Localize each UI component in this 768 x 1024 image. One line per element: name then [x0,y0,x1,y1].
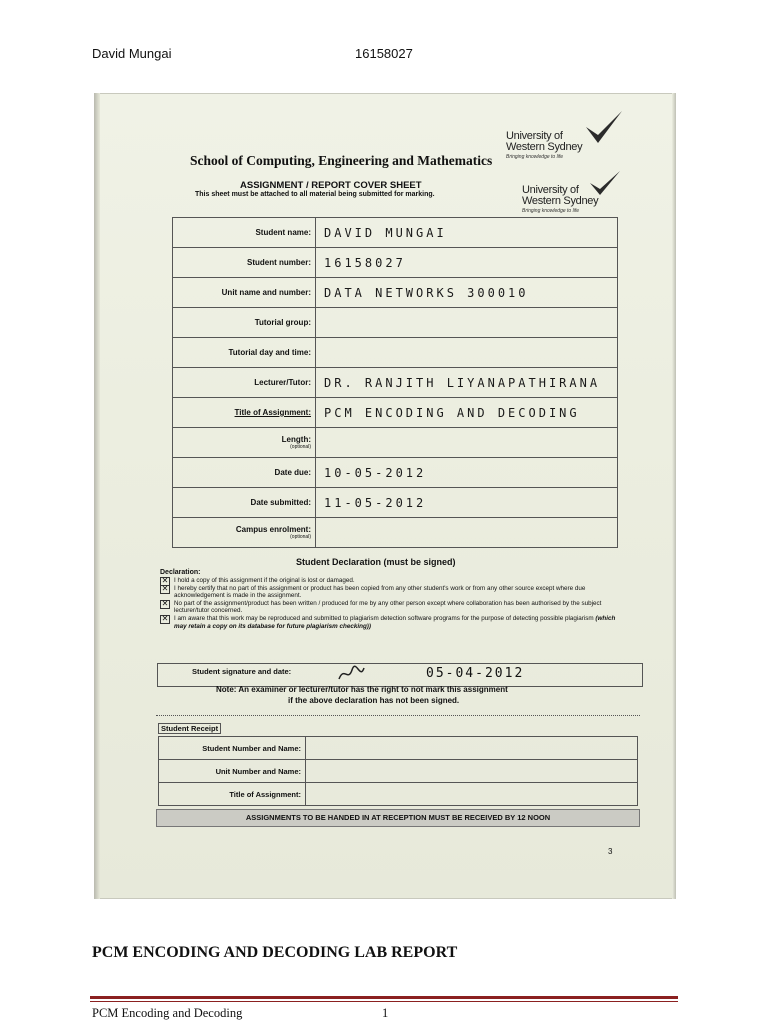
note-line1: Note: An examiner or lecturer/tutor has the right to not mark this assignment [216,685,508,694]
logo-name-line2: Western Sydney [506,141,583,153]
table-row [159,783,638,806]
list-item [160,615,620,630]
cover-details-table [172,217,618,548]
field-label: Student number: [173,248,316,278]
note-line2: if the above declaration has not been signed. [288,696,460,705]
receipt-table [158,736,638,806]
logo2-tagline: Bringing knowledge to life [522,208,579,214]
footer-title: PCM Encoding and Decoding [92,1006,243,1020]
checkmark-logo-icon [584,109,624,149]
field-label: Student name: [173,218,316,248]
field-label: Tutorial day and time: [173,338,316,368]
declaration-title: Student Declaration (must be signed) [296,557,456,567]
checked-box-icon: ✕ [161,613,169,623]
photo-edge-left [94,93,100,899]
receipt-field-value [306,783,638,806]
declaration-list [160,577,620,630]
uws-logo [506,131,626,160]
table-row [173,308,618,338]
field-value: PCM ENCODING AND DECODING [316,398,618,428]
field-value: DATA NETWORKS 300010 [316,278,618,308]
declaration-emphasis: (which may retain a copy on its database for future plagiarism checking)) [174,614,616,630]
receipt-field-label: Student Number and Name: [159,737,306,760]
uws-logo-secondary [522,185,642,214]
table-row [173,398,618,428]
table-row [159,760,638,783]
field-label: Lecturer/Tutor: [173,368,316,398]
cover-sheet-title: ASSIGNMENT / REPORT COVER SHEET [240,180,422,191]
field-label-text: Length: [281,435,311,444]
sheet-page-number: 3 [608,847,613,856]
field-label: Tutorial group: [173,308,316,338]
field-label-text: Campus enrolment: [235,525,311,534]
declaration-label: Declaration: [160,569,201,576]
field-label: Unit name and number: [173,278,316,308]
handin-notice: ASSIGNMENTS TO BE HANDED IN AT RECEPTION MUST BE RECEIVED BY 12 NOON [156,809,640,827]
field-value: 11-05-2012 [316,488,618,518]
list-item [160,600,620,615]
divider [156,715,640,716]
logo-name-line1: University of [506,130,563,142]
logo2-name-line2: Western Sydney [522,195,599,207]
checked-box-icon: ✕ [161,576,169,585]
school-name: School of Computing, Engineering and Mathematics [190,153,493,168]
list-item [160,585,620,600]
footer-rule [90,996,678,999]
header-student-id: 16158027 [355,46,413,61]
table-row [173,368,618,398]
table-row [173,338,618,368]
photo-edge-right [672,93,676,899]
declaration-text: I hold a copy of this assignment if the original is lost or damaged. [174,577,355,584]
field-value: DAVID MUNGAI [316,218,618,248]
cover-sheet-photo [94,93,676,899]
receipt-field-label: Title of Assignment: [159,783,306,806]
field-label: Title of Assignment: [173,398,316,428]
table-row [173,278,618,308]
field-value: 10-05-2012 [316,458,618,488]
receipt-field-label: Unit Number and Name: [159,760,306,783]
checked-box-icon: ✕ [161,583,169,593]
field-label [173,428,316,458]
table-row [173,458,618,488]
signature-date: 05-04-2012 [426,666,525,681]
field-note: (optional) [290,444,311,450]
checkmark-logo-icon [588,169,622,199]
field-value: DR. RANJITH LIYANAPATHIRANA [316,368,618,398]
field-note: (optional) [290,534,311,540]
table-row [173,488,618,518]
field-value: 16158027 [316,248,618,278]
cover-sheet-subtitle: This sheet must be attached to all material being submitted for marking. [195,191,435,198]
signature-label: Student signature and date: [192,667,292,676]
field-label: Date due: [173,458,316,488]
declaration-text: I hereby certify that no part of this assignment or product has been copied from any other student's work or from any other source except where due acknowledgement is made in the assignment. [174,584,586,600]
report-title: PCM ENCODING AND DECODING LAB REPORT [92,944,458,961]
receipt-field-value [306,737,638,760]
table-row [159,737,638,760]
header-author: David Mungai [92,46,172,61]
logo-tagline: Bringing knowledge to life [506,154,563,160]
signature-box [157,663,643,687]
receipt-field-value [306,760,638,783]
signature-scribble [336,664,366,684]
table-row [173,428,618,458]
declaration-text: No part of the assignment/product has been written / produced for me by any other person except where collaboration has been authorised by the subject lecturer/tutor concerned. [174,599,602,615]
field-value [316,518,618,548]
footer-rule-thin [90,1001,678,1002]
declaration-text: I am aware that this work may be reproduced and submitted to plagiarism detection software programs for the purpose of detecting possible plagiarism [174,614,594,622]
table-row [173,218,618,248]
footer-page-number: 1 [382,1006,389,1020]
field-value [316,428,618,458]
table-row [173,248,618,278]
field-label [173,518,316,548]
field-label: Date submitted: [173,488,316,518]
field-value [316,338,618,368]
receipt-label: Student Receipt [158,723,221,734]
list-item [160,577,620,585]
table-row [173,518,618,548]
logo2-name-line1: University of [522,184,579,196]
field-value [316,308,618,338]
checked-box-icon: ✕ [161,598,169,608]
